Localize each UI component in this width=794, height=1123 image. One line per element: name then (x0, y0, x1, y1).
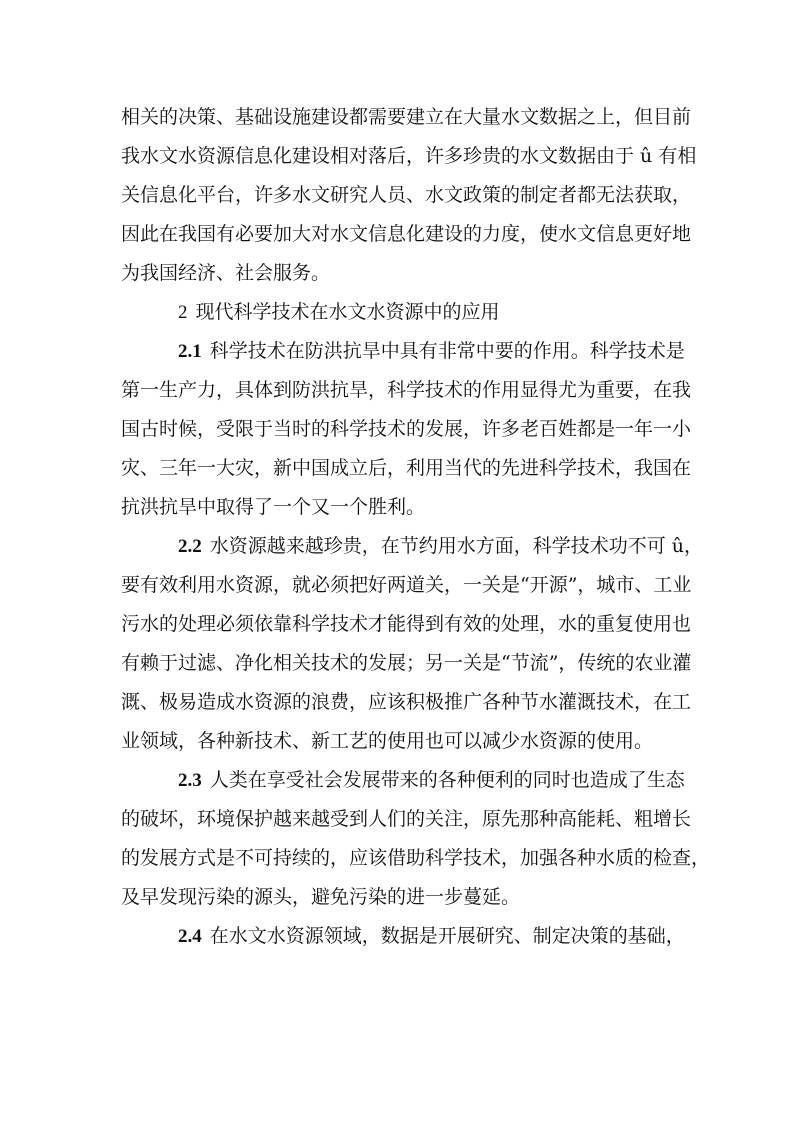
text-line: 关信息化平台，许多水文研究人员、水文政策的制定者都无法获取， (121, 184, 692, 206)
text-line: 国古时候，受限于当时的科学技术的发展，许多老百姓都是一年一小 (121, 418, 692, 440)
section-number: 2 (178, 302, 188, 323)
paragraph-first-line (178, 527, 704, 566)
text-line: 灾、三年一大灾，新中国成立后，利用当代的先进科学技术，我国在 (121, 457, 692, 479)
text-line: 我水文水资源信息化建设相对落后，许多珍贵的水文数据由于 û 有相 (121, 145, 697, 167)
paragraph-line (121, 839, 711, 878)
paragraph-line (121, 410, 692, 449)
paragraph-number: 2.2 (178, 536, 202, 557)
paragraph-first-line (178, 332, 685, 371)
text-line: 因此在我国有必要加大对水文信息化建设的力度，使水文信息更好地 (121, 223, 692, 245)
paragraph-line (121, 371, 692, 410)
paragraph-line (121, 449, 692, 488)
paragraph-line (121, 683, 692, 722)
paragraph-line (121, 488, 681, 527)
text-line: 的发展方式是不可持续的，应该借助科学技术，加强各种水质的检查， (121, 847, 711, 869)
paragraph-line (121, 254, 681, 293)
paragraph-line (121, 644, 692, 683)
text-line: 人类在享受社会发展带来的各种便利的同时也造成了生态 (209, 769, 685, 791)
paragraph-line (121, 98, 692, 137)
paragraph-line (121, 566, 692, 605)
section-title: 现代科学技术在水文水资源中的应用 (195, 301, 500, 323)
text-line: 要有效利用水资源，就必须把好两道关，一关是“开源”，城市、工业 (121, 574, 692, 596)
text-line: 及早发现污染的源头，避免污染的进一步蔓延。 (121, 886, 521, 908)
text-line: 业领域，各种新技术、新工艺的使用也可以减少水资源的使用。 (121, 730, 654, 752)
paragraph-line (121, 137, 697, 176)
text-line: 为我国经济、社会服务。 (121, 262, 331, 284)
document-body (121, 98, 711, 956)
text-line: 科学技术在防洪抗旱中具有非常中要的作用。科学技术是 (209, 340, 685, 362)
paragraph-first-line (178, 917, 685, 956)
paragraph-number: 2.4 (178, 926, 202, 947)
paragraph-number: 2.1 (178, 341, 202, 362)
text-line: 抗洪抗旱中取得了一个又一个胜利。 (121, 496, 426, 518)
paragraph-first-line (178, 761, 685, 800)
text-line: 水资源越来越珍贵，在节约用水方面，科学技术功不可 û， (209, 535, 704, 557)
paragraph-line (121, 605, 692, 644)
text-line: 相关的决策、基础设施建设都需要建立在大量水文数据之上，但目前 (121, 106, 692, 128)
section-heading (178, 293, 681, 332)
paragraph-line (121, 800, 692, 839)
paragraph-line (121, 878, 681, 917)
text-line: 有赖于过滤、净化相关技术的发展；另一关是“节流”，传统的农业灌 (121, 652, 692, 674)
text-line: 溉、极易造成水资源的浪费，应该积极推广各种节水灌溉技术，在工 (121, 691, 692, 713)
text-line: 污水的处理必须依靠科学技术才能得到有效的处理，水的重复使用也 (121, 613, 692, 635)
paragraph-line (121, 215, 692, 254)
paragraph-number: 2.3 (178, 770, 202, 791)
text-line: 的破坏，环境保护越来越受到人们的关注，原先那种高能耗、粗增长 (121, 808, 692, 830)
paragraph-line (121, 176, 692, 215)
text-line: 第一生产力，具体到防洪抗旱，科学技术的作用显得尤为重要，在我 (121, 379, 692, 401)
text-line: 在水文水资源领域，数据是开展研究、制定决策的基础， (209, 925, 685, 947)
paragraph-line (121, 722, 681, 761)
